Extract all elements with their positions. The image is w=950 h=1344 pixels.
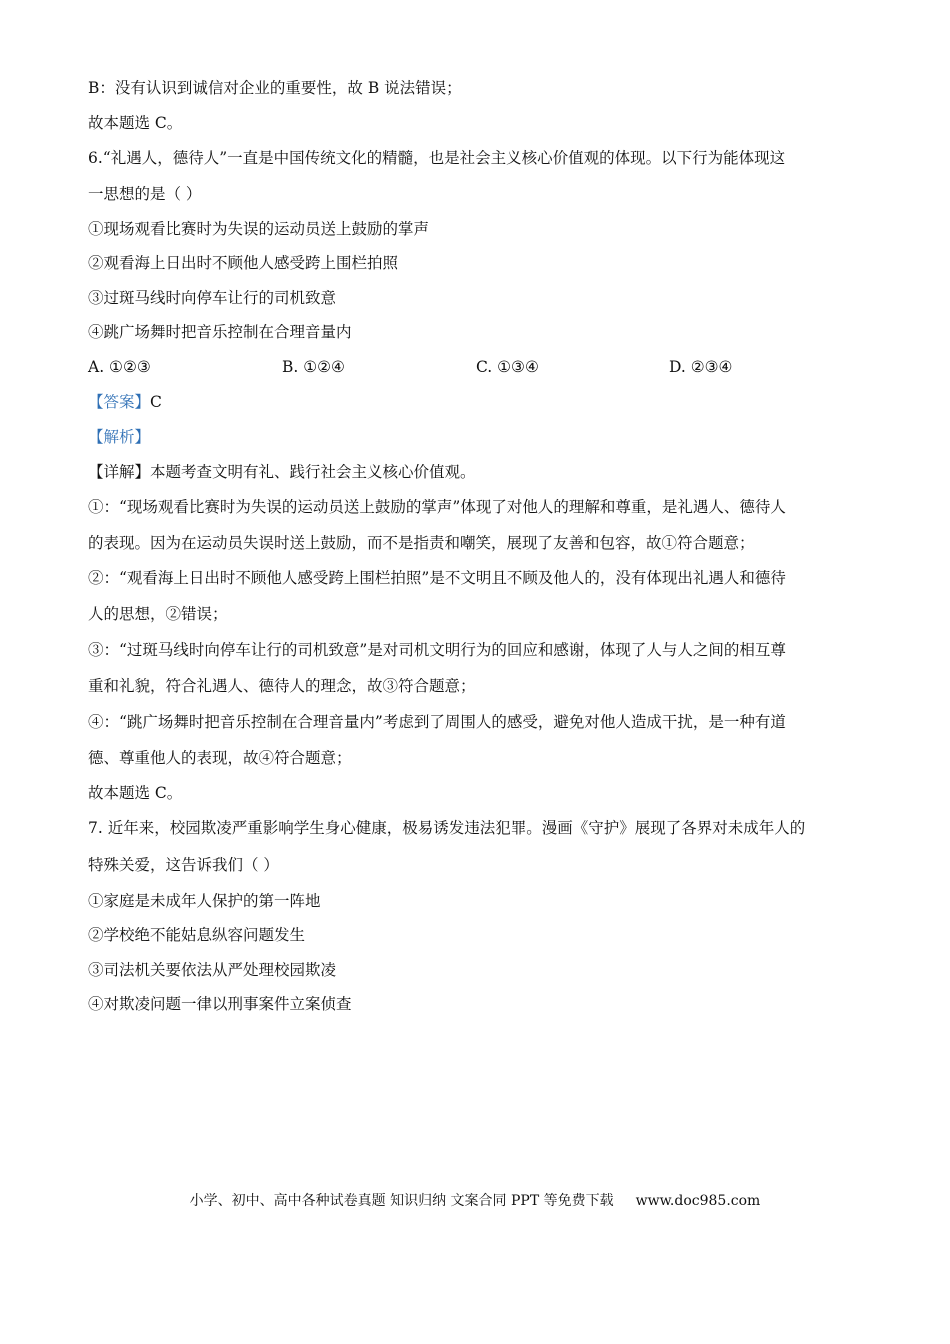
detail-text: 本题考查文明有礼、践行社会主义核心价值观。 [150, 463, 476, 481]
q6-explanation-line: ④：“跳广场舞时把音乐控制在合理音量内”考虑到了周围人的感受，避免对他人造成干扰，是一种有道 [88, 713, 786, 731]
q6-explanation-line: ②：“观看海上日出时不顾他人感受跨上围栏拍照”是不文明且不顾及他人的，没有体现出礼遇人和德待 [88, 569, 786, 587]
q6-item-2: ②观看海上日出时不顾他人感受跨上围栏拍照 [88, 254, 399, 272]
q6-explanation-line: ③：“过斑马线时向停车让行的司机致意”是对司机文明行为的回应和感谢，体现了人与人之间的相互尊 [88, 641, 786, 659]
q6-option-d: D. ②③④ [669, 358, 733, 376]
q6-explanation-line: 的表现。因为在运动员失误时送上鼓励，而不是指责和嘲笑，展现了友善和包容，故①符合题意； [88, 534, 755, 552]
q7-item-2: ②学校绝不能姑息纵容问题发生 [88, 926, 306, 944]
q6-stem-line1: 6.“礼遇人，德待人”一直是中国传统文化的精髓，也是社会主义核心价值观的体现。以下行为能体现这 [88, 149, 786, 167]
q6-explanation-line: ①：“现场观看比赛时为失误的运动员送上鼓励的掌声”体现了对他人的理解和尊重，是礼遇人、德待人 [88, 498, 786, 516]
q6-item-4: ④跳广场舞时把音乐控制在合理音量内 [88, 323, 352, 341]
q6-option-a: A. ①②③ [88, 358, 151, 376]
q6-item-3: ③过斑马线时向停车让行的司机致意 [88, 289, 337, 307]
q6-conclusion: 故本题选 C。 [88, 784, 183, 802]
q7-item-3: ③司法机关要依法从严处理校园欺凌 [88, 961, 337, 979]
q7-item-1: ①家庭是未成年人保护的第一阵地 [88, 892, 321, 910]
q6-explanation-line: 重和礼貌，符合礼遇人、德待人的理念，故③符合题意； [88, 677, 476, 695]
answer-value: C [150, 393, 162, 411]
q6-option-b: B. ①②④ [282, 358, 345, 376]
analysis-tag: 【解析】 [88, 428, 151, 446]
q6-detail [88, 462, 878, 482]
q6-item-1: ①现场观看比赛时为失误的运动员送上鼓励的掌声 [88, 220, 430, 238]
q6-option-c: C. ①③④ [476, 358, 539, 376]
answer-tag: 【答案】 [88, 393, 151, 411]
q6-analysis [88, 427, 878, 447]
prev-option-b-explanation: B：没有认识到诚信对企业的重要性，故 B 说法错误； [88, 79, 462, 97]
footer-text: 小学、初中、高中各种试卷真题 知识归纳 文案合同 PPT 等免费下载 [189, 1193, 614, 1209]
q6-explanation-line: 德、尊重他人的表现，故④符合题意； [88, 749, 352, 767]
q6-stem-line2: 一思想的是（ ） [88, 185, 202, 203]
q7-stem-line2: 特殊关爱，这告诉我们（ ） [88, 856, 279, 874]
q6-explanation-line: 人的思想，②错误； [88, 605, 228, 623]
q6-answer [88, 392, 878, 412]
page-footer [0, 1191, 950, 1211]
detail-tag: 【详解】 [88, 463, 151, 481]
q7-stem-line1: 7. 近年来，校园欺凌严重影响学生身心健康，极易诱发违法犯罪。漫画《守护》展现了各界对未成年人的 [88, 819, 806, 837]
q7-item-4: ④对欺凌问题一律以刑事案件立案侦查 [88, 995, 352, 1013]
prev-conclusion: 故本题选 C。 [88, 114, 183, 132]
footer-url[interactable]: www.doc985.com [635, 1193, 761, 1209]
